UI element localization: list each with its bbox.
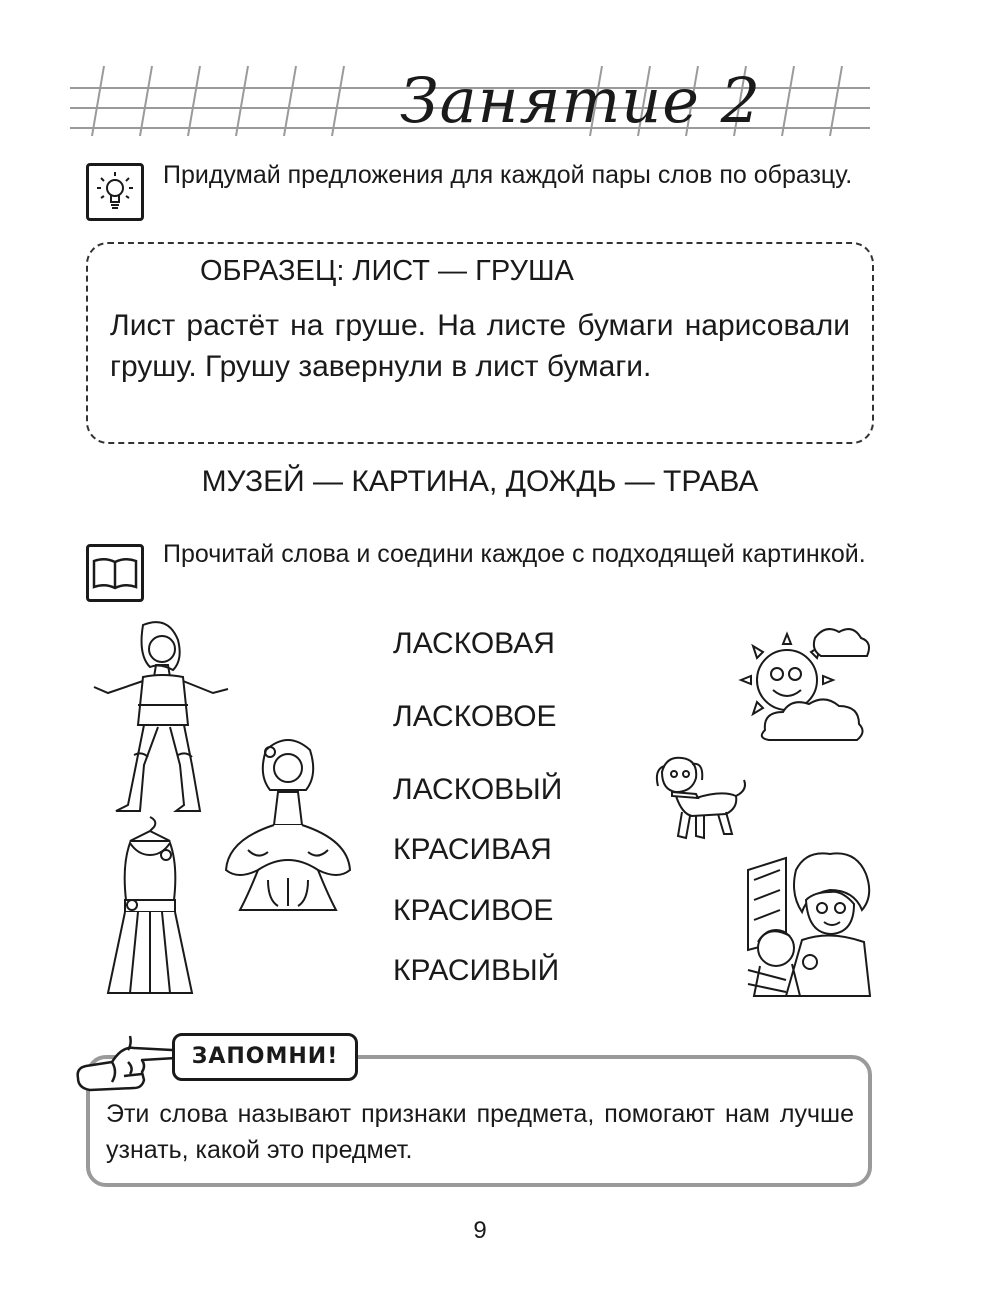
page-number: 9 [473, 1217, 487, 1244]
task2-instruction: Прочитай слова и соедини каждое с подходящей картинкой. [163, 540, 866, 568]
lightbulb-icon [86, 163, 144, 221]
word-item: КРАСИВОЕ [393, 894, 554, 927]
word-item: КРАСИВАЯ [393, 833, 552, 866]
remember-text: Эти слова называют признаки предмета, помогают нам лучше узнать, какой это предмет. [106, 1100, 854, 1164]
sample-text: Лист растёт на груше. На листе бумаги нарисовали грушу. Грушу завернули в лист бумаги. [110, 309, 850, 383]
puppy-illustration [652, 752, 752, 852]
word-pairs: МУЗЕЙ — КАРТИНА, ДОЖДЬ — ТРАВА [201, 465, 759, 498]
remember-label: ЗАПОМНИ! [172, 1033, 358, 1081]
word-item: КРАСИВЫЙ [393, 954, 560, 987]
task1-instruction: Придумай предложения для каждой пары слов по образцу. [163, 161, 853, 189]
dress-illustration [100, 815, 200, 1000]
mother-child-illustration [746, 850, 876, 1000]
sun-cloud-illustration [735, 620, 875, 755]
word-item: ЛАСКОВАЯ [393, 627, 555, 660]
sample-title: ОБРАЗЕЦ: ЛИСТ — ГРУША [200, 255, 574, 287]
lesson-title: Занятие 2 [400, 64, 762, 137]
pointing-hand-icon [72, 1032, 182, 1094]
word-item: ЛАСКОВЫЙ [393, 773, 563, 806]
book-icon [86, 544, 144, 602]
princess-illustration [218, 730, 368, 920]
prince-illustration [88, 615, 238, 820]
lesson-header [70, 60, 870, 140]
word-item: ЛАСКОВОЕ [393, 700, 557, 733]
